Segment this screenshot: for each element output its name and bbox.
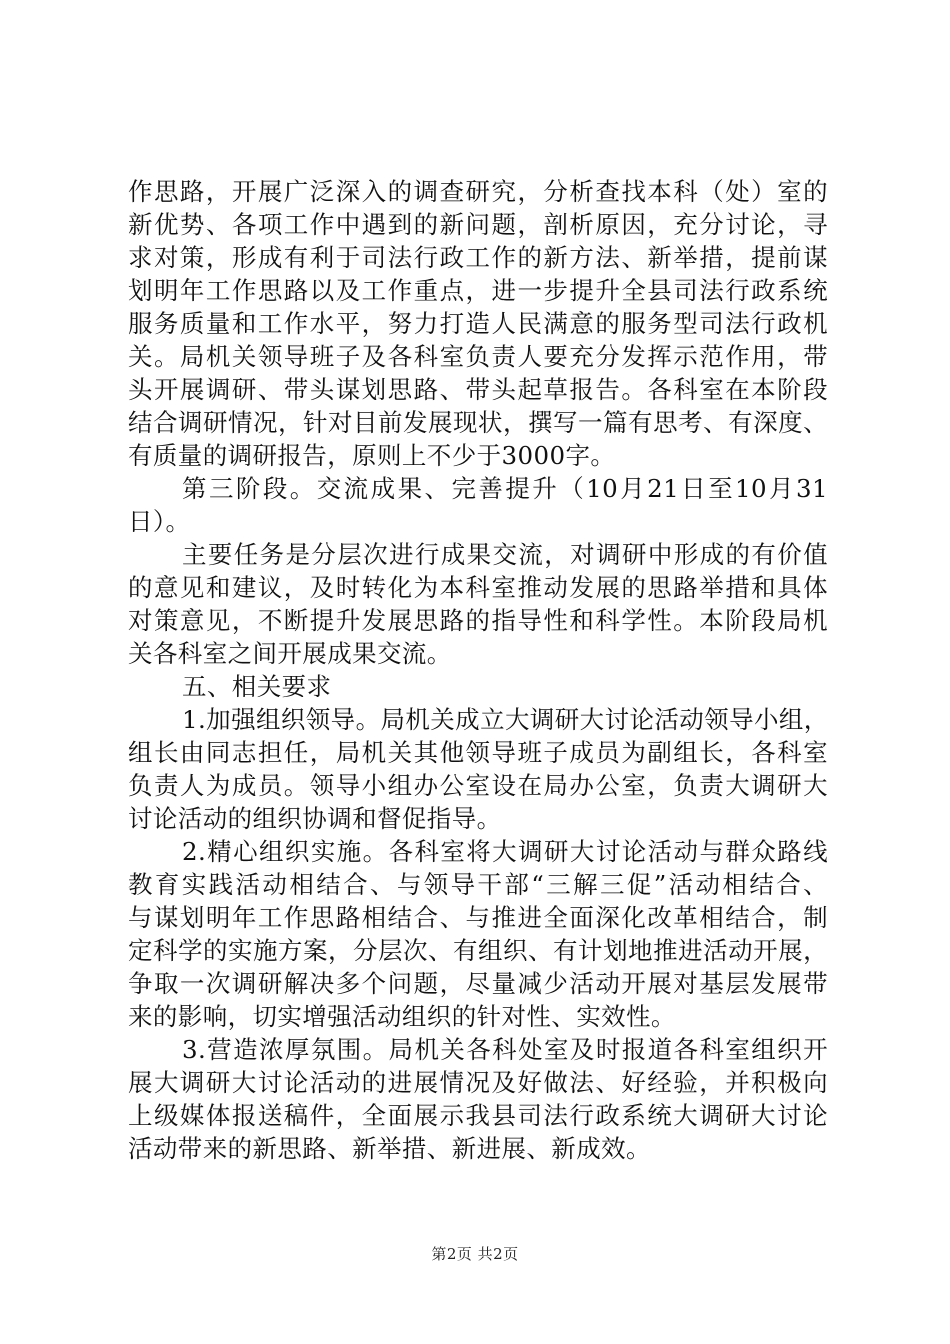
text-line: 结合调研情况，针对目前发展现状，撰写一篇有思考、有深度、 — [128, 408, 828, 437]
item-2-first-line: 2.精心组织实施。各科室将大调研大讨论活动与群众路线 — [182, 837, 828, 866]
item-1-first-line: 1.加强组织领导。局机关成立大调研大讨论活动领导小组， — [182, 705, 829, 734]
text-line: 上级媒体报送稿件，全面展示我县司法行政系统大调研大讨论 — [128, 1101, 828, 1130]
text-line: 日）。 — [128, 507, 191, 536]
text-line: 头开展调研、带头谋划思路、带头起草报告。各科室在本阶段 — [128, 375, 828, 404]
section-heading-stage-three: 第三阶段。交流成果、完善提升（10月21日至10月31 — [182, 474, 828, 503]
text-line: 来的影响，切实增强活动组织的针对性、实效性。 — [128, 1002, 676, 1031]
text-line: 划明年工作思路以及工作重点，进一步提升全县司法行政系统 — [128, 276, 828, 305]
page-number-label: 第2页 共2页 — [431, 1245, 519, 1263]
document-body — [128, 175, 828, 1165]
text-line: 有质量的调研报告，原则上不少于3000字。 — [128, 441, 616, 470]
paragraph-first-line: 主要任务是分层次进行成果交流，对调研中形成的有价值 — [182, 540, 828, 569]
text-line: 的意见和建议，及时转化为本科室推动发展的思路举措和具体 — [128, 573, 828, 602]
text-line: 服务质量和工作水平，努力打造人民满意的服务型司法行政机 — [128, 309, 828, 338]
text-line: 新优势、各项工作中遇到的新问题，剖析原因，充分讨论，寻 — [128, 210, 828, 239]
text-line: 教育实践活动相结合、与领导干部“三解三促”活动相结合、 — [128, 870, 828, 899]
text-line: 定科学的实施方案，分层次、有组织、有计划地推进活动开展， — [128, 936, 828, 965]
text-line: 与谋划明年工作思路相结合、与推进全面深化改革相结合，制 — [128, 903, 828, 932]
text-line: 讨论活动的组织协调和督促指导。 — [128, 804, 502, 833]
text-line: 关。局机关领导班子及各科室负责人要充分发挥示范作用，带 — [128, 342, 828, 371]
page-footer — [0, 1244, 950, 1264]
text-line: 对策意见，不断提升发展思路的指导性和科学性。本阶段局机 — [128, 606, 828, 635]
item-3-first-line: 3.营造浓厚氛围。局机关各科处室及时报道各科室组织开 — [182, 1035, 828, 1064]
text-line: 求对策，形成有利于司法行政工作的新方法、新举措，提前谋 — [128, 243, 828, 272]
text-line: 组长由同志担任，局机关其他领导班子成员为副组长，各科室 — [128, 738, 828, 767]
text-line: 活动带来的新思路、新举措、新进展、新成效。 — [128, 1134, 651, 1163]
text-line: 作思路，开展广泛深入的调查研究，分析查找本科（处）室的 — [128, 177, 828, 206]
text-line: 展大调研大讨论活动的进展情况及好做法、好经验，并积极向 — [128, 1068, 828, 1097]
text-line: 负责人为成员。领导小组办公室设在局办公室，负责大调研大 — [128, 771, 828, 800]
text-line: 争取一次调研解决多个问题，尽量减少活动开展对基层发展带 — [128, 969, 828, 998]
text-line: 关各科室之间开展成果交流。 — [128, 639, 452, 668]
section-heading-requirements: 五、相关要求 — [182, 672, 332, 701]
